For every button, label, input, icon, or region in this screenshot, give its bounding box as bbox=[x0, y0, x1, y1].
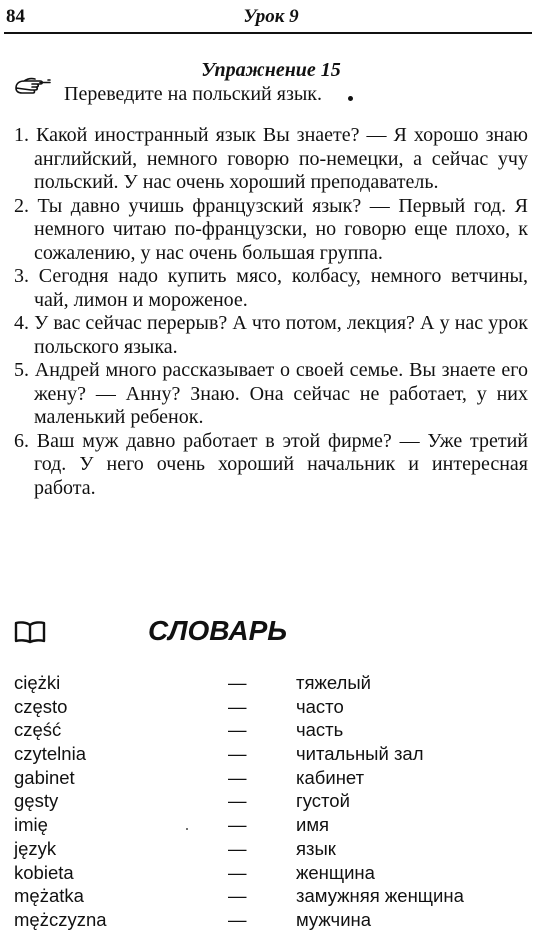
entry-dash: — bbox=[228, 790, 247, 812]
exercise-item: 3. Сегодня надо купить мясо, колбасу, немного ветчины, чай, лимон и мороженое. bbox=[14, 265, 528, 311]
dictionary-entry bbox=[14, 696, 514, 720]
dictionary-entry bbox=[14, 743, 514, 767]
entry-dash: — bbox=[228, 743, 247, 765]
russian-translation: язык bbox=[296, 837, 336, 859]
exercise-title: Упражнение 15 bbox=[201, 59, 341, 81]
dictionary-entry bbox=[14, 885, 514, 909]
entry-dash: — bbox=[228, 719, 247, 741]
pointing-hand-icon bbox=[14, 76, 52, 98]
polish-word: czytelnia bbox=[14, 743, 86, 765]
polish-word: ciężki bbox=[14, 672, 61, 693]
russian-translation: женщина bbox=[296, 861, 375, 883]
russian-translation: часть bbox=[296, 719, 344, 741]
polish-word: gęsty bbox=[14, 790, 59, 812]
russian-translation: мужчина bbox=[296, 908, 372, 930]
entry-dash: — bbox=[228, 908, 247, 930]
russian-translation: густой bbox=[296, 790, 350, 812]
exercise-item: 2. Ты давно учишь французский язык? — Первый год. Я немного читаю по-французски, но говорю еще плохо, к сожалению, у нас очень большая группа. bbox=[14, 194, 528, 264]
dictionary-entry bbox=[14, 790, 514, 814]
dictionary-list bbox=[14, 672, 514, 933]
polish-word: kobieta bbox=[14, 861, 74, 883]
polish-word: często bbox=[14, 695, 68, 717]
running-title: Урок 9 bbox=[243, 6, 299, 27]
entry-dash: — bbox=[228, 766, 247, 788]
exercise-item: 6. Ваш муж давно работает в этой фирме? — Уже третий год. У него очень хороший начальник и интересная работа. bbox=[14, 429, 528, 499]
dictionary-entry bbox=[14, 814, 514, 838]
entry-dash: — bbox=[228, 861, 247, 883]
header-rule bbox=[4, 32, 532, 34]
entry-dash: — bbox=[228, 885, 247, 907]
dictionary-entry bbox=[14, 719, 514, 743]
polish-word: imię bbox=[14, 814, 48, 836]
exercise-instruction: Переведите на польский язык. bbox=[64, 83, 323, 105]
exercise-item: 4. У вас сейчас перерыв? А что потом, лекция? А у нас урок польского языка. bbox=[14, 312, 528, 358]
polish-word: mężczyzna bbox=[14, 908, 107, 930]
russian-translation: тяжелый bbox=[296, 672, 371, 693]
page-number: 84 bbox=[6, 6, 25, 27]
dictionary-entry bbox=[14, 838, 514, 862]
print-speck bbox=[186, 828, 188, 830]
dictionary-entry bbox=[14, 862, 514, 886]
dictionary-entry bbox=[14, 767, 514, 791]
exercise-list bbox=[14, 124, 528, 500]
dictionary-entry bbox=[14, 672, 514, 696]
exercise-item: 1. Какой иностранный язык Вы знаете? — Я хорошо знаю английский, немного говорю по-немецки, а сейчас учу польский. У нас очень хороший преподаватель. bbox=[14, 124, 528, 193]
entry-dash: — bbox=[228, 837, 247, 859]
dictionary-entry bbox=[14, 909, 514, 933]
polish-word: mężatka bbox=[14, 885, 84, 907]
russian-translation: кабинет bbox=[296, 766, 365, 788]
dictionary-title: СЛОВАРЬ bbox=[148, 615, 288, 646]
russian-translation: часто bbox=[296, 695, 344, 717]
exercise-item: 5. Андрей много рассказывает о своей семье. Вы знаете его жену? — Анну? Знаю. Она сейчас не работает, у них маленький ребенок. bbox=[14, 359, 528, 428]
open-book-icon bbox=[14, 620, 46, 644]
polish-word: język bbox=[14, 837, 57, 859]
entry-dash: — bbox=[228, 814, 247, 836]
entry-dash: — bbox=[228, 672, 247, 693]
polish-word: gabinet bbox=[14, 766, 75, 788]
polish-word: część bbox=[14, 719, 62, 741]
russian-translation: имя bbox=[296, 814, 330, 836]
entry-dash: — bbox=[228, 695, 247, 717]
russian-translation: замужняя женщина bbox=[296, 885, 464, 907]
print-dot bbox=[348, 96, 353, 101]
russian-translation: читальный зал bbox=[296, 743, 424, 765]
